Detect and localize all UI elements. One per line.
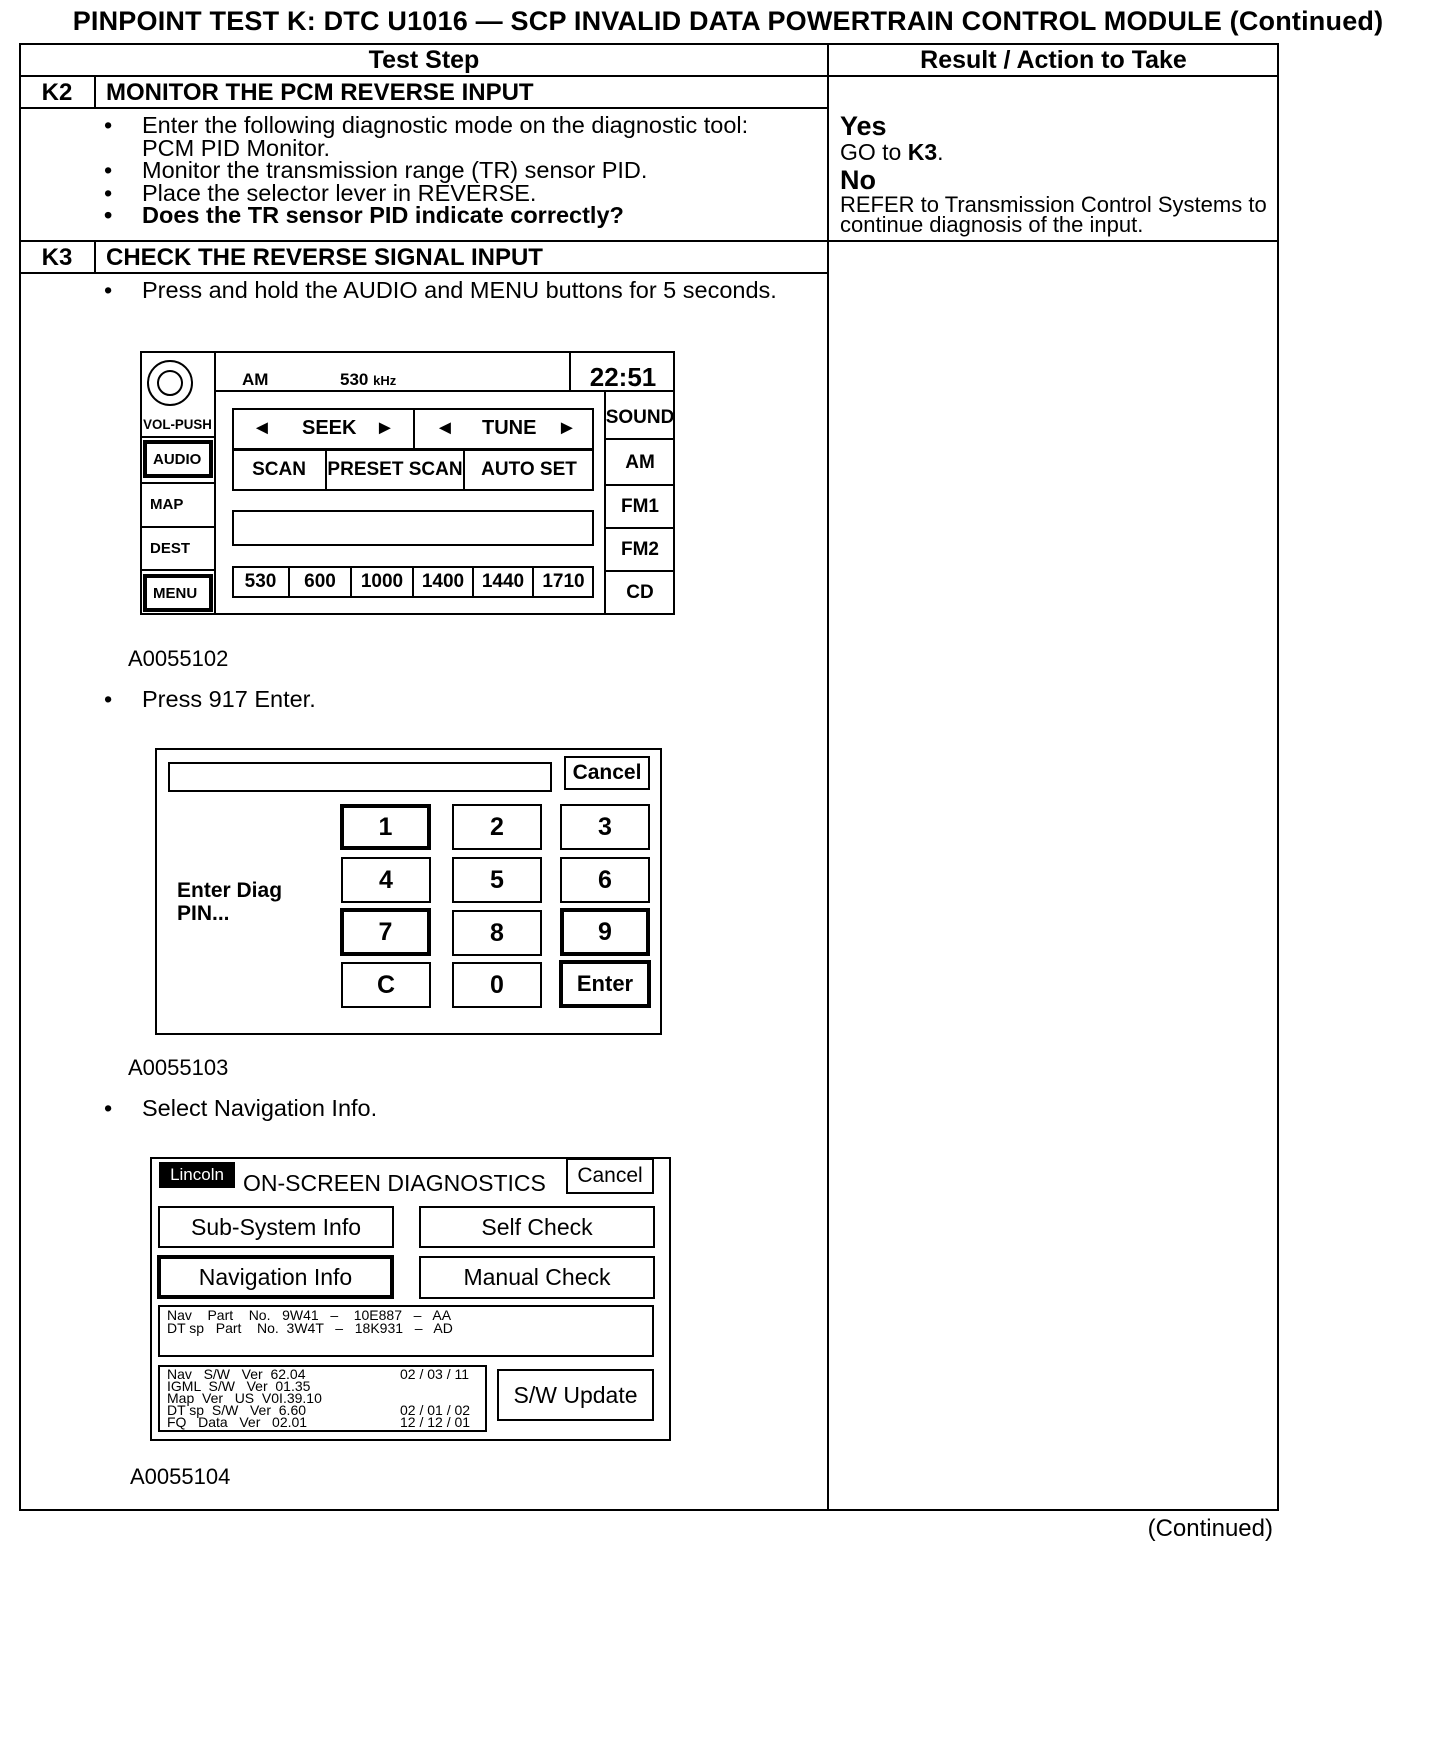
- am-button[interactable]: AM: [625, 452, 655, 473]
- self-check-button[interactable]: [419, 1206, 655, 1248]
- table-border-right: [1277, 43, 1279, 1511]
- k2-result: [840, 111, 1275, 235]
- k3-title-divider: [20, 272, 828, 274]
- table-border-top: [20, 43, 1278, 45]
- pin-key[interactable]: 8: [452, 910, 542, 956]
- pin-prompt-line-2: PIN...: [177, 902, 230, 925]
- version-date-1: 02 / 03 / 11: [400, 1366, 470, 1382]
- k3-bullet-3: • Select Navigation Info.: [104, 1096, 804, 1121]
- pin-key[interactable]: 3: [560, 804, 650, 850]
- column-header-test-step: Test Step: [368, 46, 480, 74]
- figure-id-1: A0055102: [128, 646, 229, 671]
- header-row-divider: [20, 75, 1278, 77]
- k3-bullet-2-list: [104, 687, 804, 712]
- k2-question: • Does the TR sensor PID indicate correctly?: [104, 204, 804, 227]
- version-line-5: FQ Data Ver 02.01: [167, 1414, 308, 1430]
- tune-label: TUNE: [482, 417, 537, 439]
- audio-button[interactable]: [143, 440, 213, 478]
- frequency-unit: kHz: [373, 373, 397, 388]
- preset-button[interactable]: 1400: [421, 571, 465, 592]
- k2-no-action: REFER to Transmission Control Systems to continue diagnosis of the input.: [840, 192, 1267, 237]
- self-check-label: Self Check: [481, 1213, 593, 1240]
- table-border-bottom: [20, 1509, 1278, 1511]
- menu-button-label: MENU: [153, 584, 198, 602]
- pin-key[interactable]: 6: [560, 857, 650, 903]
- k3-bullet-3-list: [104, 1096, 804, 1121]
- pin-key[interactable]: 5: [452, 857, 542, 903]
- pin-key[interactable]: 1: [340, 804, 431, 850]
- k3-bullet-1-list: [104, 278, 804, 303]
- k2-bullet-list: [104, 114, 804, 227]
- preset-button[interactable]: 1440: [481, 571, 525, 592]
- step-id-k3: K3: [41, 244, 73, 271]
- k2-yes-prefix: GO to: [840, 139, 908, 165]
- step-title-k2: MONITOR THE PCM REVERSE INPUT: [106, 79, 534, 106]
- pin-entry-field[interactable]: [168, 762, 552, 792]
- k2-no-label: No: [840, 165, 876, 195]
- frequency-readout: [340, 370, 396, 390]
- navigation-info-label: Navigation Info: [198, 1263, 353, 1290]
- preset-button[interactable]: 1000: [360, 571, 404, 592]
- k2-k3-divider: [20, 240, 1278, 242]
- clock-readout: 22:51: [589, 362, 657, 392]
- k2-id-divider: [94, 76, 96, 108]
- seek-left-arrow-icon[interactable]: ◄: [252, 417, 272, 439]
- right-btn-sep-1: [605, 438, 675, 440]
- figure-id-2: A0055103: [128, 1055, 229, 1080]
- continued-footer: (Continued): [1147, 1515, 1273, 1542]
- tune-right-arrow-icon[interactable]: ►: [557, 417, 577, 439]
- preset-button[interactable]: 600: [304, 571, 336, 592]
- map-button[interactable]: [141, 484, 215, 524]
- version-date-3: 12 / 12 / 01: [400, 1414, 471, 1430]
- pin-key[interactable]: 4: [341, 857, 431, 903]
- pin-cancel-button[interactable]: [564, 756, 650, 790]
- preset-button[interactable]: 1710: [542, 571, 585, 592]
- sub-system-info-button[interactable]: [158, 1206, 394, 1248]
- pin-cancel-label: Cancel: [572, 761, 642, 784]
- tune-left-arrow-icon[interactable]: ◄: [435, 417, 455, 439]
- vol-push-label: VOL-PUSH: [143, 416, 212, 432]
- part-number-line-2: DT sp Part No. 3W4T – 18K931 – AD: [167, 1320, 453, 1336]
- k2-yes-target: K3: [907, 139, 938, 165]
- radio-text-display: [232, 510, 594, 546]
- menu-button[interactable]: [143, 574, 213, 612]
- sub-system-info-label: Sub-System Info: [190, 1213, 362, 1240]
- k2-bullet-2: • Monitor the transmission range (TR) sensor PID.: [104, 159, 804, 182]
- k2-title-divider: [20, 107, 828, 109]
- diagnostics-cancel-label: Cancel: [577, 1164, 643, 1187]
- pin-key[interactable]: C: [341, 962, 431, 1008]
- version-line-3: Map Ver US V0I.39.10: [167, 1390, 322, 1406]
- preset-scan-button[interactable]: PRESET SCAN: [327, 459, 463, 480]
- version-line-2: IGML S/W Ver 01.35: [167, 1378, 311, 1394]
- fm1-button[interactable]: FM1: [621, 496, 659, 517]
- column-divider: [827, 43, 829, 1511]
- step-id-k2: K2: [41, 79, 73, 106]
- lincoln-logo: Lincoln: [159, 1162, 235, 1188]
- dest-button[interactable]: [141, 528, 215, 568]
- k2-bullet-3: • Place the selector lever in REVERSE.: [104, 182, 804, 205]
- preset-button[interactable]: 530: [244, 571, 277, 592]
- k3-bullet-1: • Press and hold the AUDIO and MENU buttons for 5 seconds.: [104, 278, 804, 303]
- cd-button[interactable]: CD: [626, 582, 654, 603]
- map-button-label: MAP: [150, 495, 184, 513]
- left-btn-sep-1: [141, 436, 215, 438]
- pin-enter-key[interactable]: Enter: [559, 960, 651, 1008]
- manual-check-label: Manual Check: [463, 1264, 611, 1290]
- pin-prompt-line-1: Enter Diag: [177, 879, 283, 902]
- sw-update-button[interactable]: [497, 1369, 654, 1421]
- k3-bullet-2: • Press 917 Enter.: [104, 687, 804, 712]
- seek-tune-divider: [413, 408, 415, 450]
- k2-yes-label: Yes: [840, 111, 887, 141]
- column-header-result: Result / Action to Take: [920, 46, 1187, 74]
- pin-key[interactable]: 0: [452, 962, 542, 1008]
- step-title-k3: CHECK THE REVERSE SIGNAL INPUT: [106, 244, 543, 271]
- k3-id-divider: [94, 241, 96, 273]
- part-number-line-1: Nav Part No. 9W41 – 10E887 – AA: [167, 1307, 452, 1323]
- auto-set-button[interactable]: AUTO SET: [481, 459, 577, 480]
- scan-button[interactable]: SCAN: [252, 459, 306, 480]
- band-readout: AM: [242, 370, 269, 389]
- seek-right-arrow-icon[interactable]: ►: [375, 417, 395, 439]
- version-date-2: 02 / 01 / 02: [400, 1402, 471, 1418]
- volume-knob-icon[interactable]: [147, 360, 193, 406]
- diagnostics-cancel-button[interactable]: [566, 1158, 654, 1194]
- pin-key[interactable]: 7: [340, 908, 431, 956]
- sound-button[interactable]: SOUND: [605, 407, 675, 428]
- pin-prompt: [177, 879, 282, 925]
- seek-label: SEEK: [302, 417, 357, 439]
- frequency-value: 530: [340, 370, 369, 389]
- audio-button-label: AUDIO: [153, 450, 202, 468]
- k2-yes-action: GO to K3.: [840, 139, 944, 165]
- k2-bullet-1: • Enter the following diagnostic mode on the diagnostic tool: PCM PID Monitor.: [104, 114, 804, 159]
- dest-button-label: DEST: [150, 539, 191, 557]
- version-line-1: Nav S/W Ver 62.04: [167, 1366, 306, 1382]
- version-line-4: DT sp S/W Ver 6.60: [167, 1402, 307, 1418]
- sw-update-label: S/W Update: [513, 1381, 638, 1408]
- page-title: PINPOINT TEST K: DTC U1016 — SCP INVALID DATA POWERTRAIN CONTROL MODULE (Continued): [72, 6, 1384, 36]
- pin-key[interactable]: 2: [452, 804, 542, 850]
- left-btn-sep-4: [141, 569, 215, 571]
- navigation-info-button[interactable]: [157, 1255, 394, 1299]
- figure-id-3: A0055104: [130, 1464, 231, 1489]
- pin-key[interactable]: 9: [560, 908, 650, 956]
- fm2-button[interactable]: FM2: [621, 539, 659, 560]
- diagnostics-heading: ON-SCREEN DIAGNOSTICS: [243, 1170, 546, 1196]
- manual-check-button[interactable]: [419, 1256, 655, 1299]
